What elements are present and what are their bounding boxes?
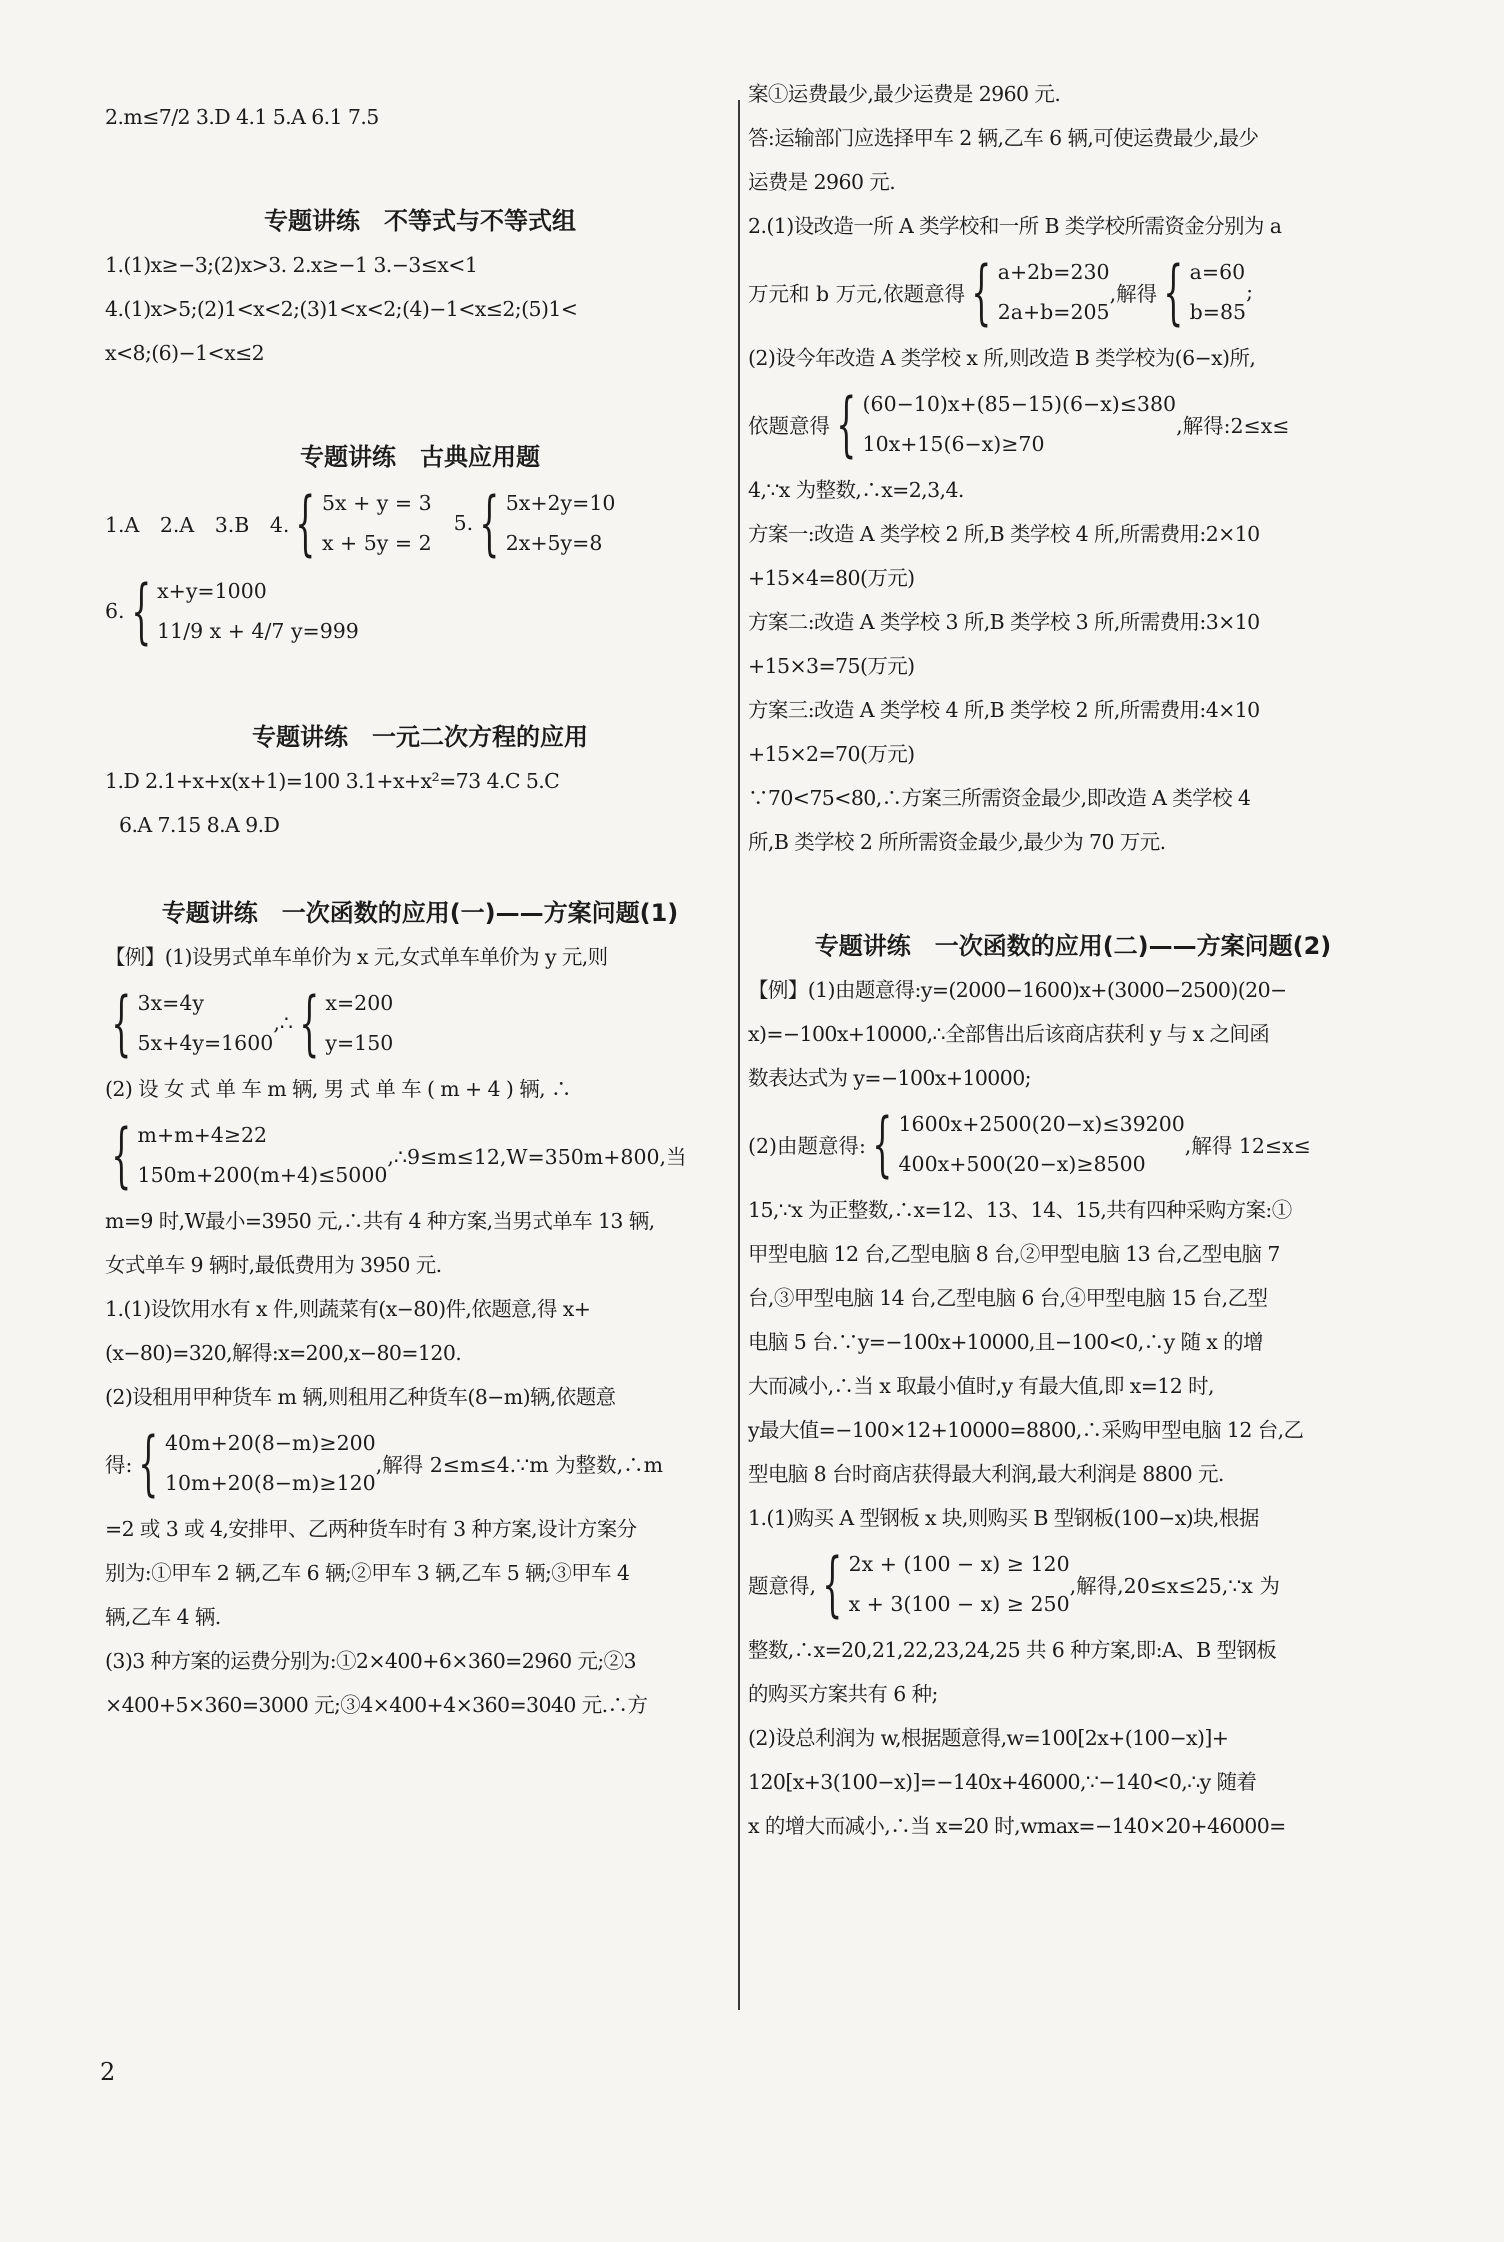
equation: (60−10)x+(85−15)(6−x)≤380 — [862, 392, 1177, 416]
answer-text: ,解得 2≤m≤4.∵m 为整数,∴m — [375, 1453, 664, 1477]
section-title: 专题讲练 不等式与不等式组 — [264, 207, 576, 235]
answer-line — [748, 380, 1398, 468]
section-title: 专题讲练 古典应用题 — [300, 443, 540, 471]
column-divider — [738, 100, 740, 2010]
answer-text: 得: — [105, 1453, 133, 1477]
answer-line: 1.(1)x≥−3;(2)x>3. 2.x≥−1 3.−3≤x<1 — [105, 253, 478, 277]
equation: x+y=1000 — [157, 579, 267, 603]
left-column — [105, 95, 735, 1727]
equation: x=200 — [325, 991, 394, 1015]
answer-text: 1.A 2.A 3.B 4. — [105, 513, 290, 537]
equation: 40m+20(8−m)≥200 — [164, 1431, 376, 1455]
equation-system: { a+2b=230 2a+b=205 — [971, 251, 1110, 333]
answer-text: ,解得 — [1109, 282, 1158, 306]
equation: 2x+5y=8 — [505, 531, 603, 555]
answer-line: m=9 时,W最小=3950 元,∴共有 4 种方案,当男式单车 13 辆, — [105, 1209, 655, 1233]
answer-text: ; — [1246, 280, 1253, 304]
answer-line: y最大值=−100×12+10000=8800,∴采购甲型电脑 12 台,乙 — [748, 1418, 1304, 1442]
section-title: 专题讲练 一次函数的应用(一)——方案问题(1) — [161, 899, 679, 927]
answer-line: (3)3 种方案的运费分别为:①2×400+6×360=2960 元;②3 — [105, 1649, 636, 1673]
equation: 5x+4y=1600 — [137, 1031, 274, 1055]
answer-line: (2)设总利润为 w,根据题意得,w=100[2x+(100−x)]+ — [748, 1726, 1229, 1750]
answer-line: 120[x+3(100−x)]=−140x+46000,∵−140<0,∴y 随着 — [748, 1770, 1257, 1794]
answer-line — [105, 979, 735, 1067]
answer-line: 4,∵x 为整数,∴x=2,3,4. — [748, 478, 964, 502]
equation-system: { a=60 b=85 — [1163, 251, 1247, 333]
answer-line — [105, 567, 735, 655]
answer-line — [748, 1540, 1398, 1628]
equation: 2x + (100 − x) ≥ 120 — [848, 1552, 1070, 1576]
answer-line: 数表达式为 y=−100x+10000; — [748, 1066, 1031, 1090]
answer-text: 题意得, — [748, 1574, 817, 1598]
answer-line: =2 或 3 或 4,安排甲、乙两种货车时有 3 种方案,设计方案分 — [105, 1517, 637, 1541]
equation-system: { 5x+2y=10 2x+5y=8 — [479, 482, 616, 564]
equation: x + 5y = 2 — [321, 531, 432, 555]
answer-text: 万元和 b 万元,依题意得 — [748, 282, 966, 306]
answer-line: 型电脑 8 台时商店获得最大利润,最大利润是 8800 元. — [748, 1462, 1224, 1486]
equation: 1600x+2500(20−x)≤39200 — [898, 1112, 1185, 1136]
equation: a+2b=230 — [997, 260, 1110, 284]
equation: 2a+b=205 — [997, 300, 1110, 324]
answer-line: 2.(1)设改造一所 A 类学校和一所 B 类学校所需资金分别为 a — [748, 214, 1282, 238]
answer-line: ×400+5×360=3000 元;③4×400+4×360=3040 元.∴方 — [105, 1693, 648, 1717]
answer-line — [105, 1419, 735, 1507]
equation: b=85 — [1189, 300, 1247, 324]
answer-text: ,解得 12≤x≤ — [1184, 1134, 1311, 1158]
answer-line: ∵70<75<80,∴方案三所需资金最少,即改造 A 类学校 4 — [748, 786, 1251, 810]
answer-line: 1.(1)购买 A 型钢板 x 块,则购买 B 型钢板(100−x)块,根据 — [748, 1506, 1259, 1530]
equation: 11/9 x + 4/7 y=999 — [157, 619, 359, 643]
answer-text: ,解得:2≤x≤ — [1176, 414, 1290, 438]
equation: 3x=4y — [137, 991, 204, 1015]
equation-system: { 3x=4y 5x+4y=1600 — [111, 982, 274, 1064]
answer-text: ,∴ — [273, 1011, 293, 1035]
answer-line: 【例】(1)由题意得:y=(2000−1600)x+(3000−2500)(20− — [748, 978, 1287, 1002]
page-number: 2 — [100, 2058, 116, 2086]
answer-line: 方案三:改造 A 类学校 4 所,B 类学校 2 所,所需费用:4×10 — [748, 698, 1260, 722]
equation: m+m+4≥22 — [137, 1123, 268, 1147]
equation-system: { x=200 y=150 — [299, 982, 394, 1064]
equation: a=60 — [1189, 260, 1246, 284]
answer-line: 方案一:改造 A 类学校 2 所,B 类学校 4 所,所需费用:2×10 — [748, 522, 1260, 546]
answer-line: 6.A 7.15 8.A 9.D — [119, 813, 280, 837]
answer-text: ,解得,20≤x≤25,∵x 为 — [1069, 1574, 1280, 1598]
answer-line: 电脑 5 台.∵y=−100x+10000,且−100<0,∴y 随 x 的增 — [748, 1330, 1263, 1354]
answer-line: (2)设今年改造 A 类学校 x 所,则改造 B 类学校为(6−x)所, — [748, 346, 1256, 370]
answer-line: 【例】(1)设男式单车单价为 x 元,女式单车单价为 y 元,则 — [105, 945, 608, 969]
equation: 400x+500(20−x)≥8500 — [898, 1152, 1146, 1176]
equation: 10x+15(6−x)≥70 — [862, 432, 1045, 456]
answer-line — [748, 1100, 1398, 1188]
answer-line: 1.D 2.1+x+x(x+1)=100 3.1+x+x²=73 4.C 5.C — [105, 769, 560, 793]
answer-line: 2.m≤7/2 3.D 4.1 5.A 6.1 7.5 — [105, 105, 379, 129]
section-title: 专题讲练 一次函数的应用(二)——方案问题(2) — [814, 932, 1332, 960]
equation: 5x+2y=10 — [505, 491, 616, 515]
answer-text: ,∴9≤m≤12,W=350m+800,当 — [387, 1145, 687, 1169]
answer-line: 方案二:改造 A 类学校 3 所,B 类学校 3 所,所需费用:3×10 — [748, 610, 1260, 634]
answer-text: 依题意得 — [748, 414, 830, 438]
answer-line: 大而减小,∴当 x 取最小值时,y 有最大值,即 x=12 时, — [748, 1374, 1214, 1398]
answer-line: 答:运输部门应选择甲车 2 辆,乙车 6 辆,可使运费最少,最少 — [748, 126, 1259, 150]
answer-line: (2) 设 女 式 单 车 m 辆, 男 式 单 车 ( m + 4 ) 辆, ∴ — [105, 1077, 571, 1101]
equation: 150m+200(m+4)≤5000 — [137, 1163, 388, 1187]
equation: 5x + y = 3 — [321, 491, 432, 515]
answer-text: 5. — [453, 511, 474, 535]
equation-system: { x+y=1000 11/9 x + 4/7 y=999 — [130, 570, 359, 652]
answer-line: 辆,乙车 4 辆. — [105, 1605, 221, 1629]
answer-text: (2)由题意得: — [748, 1134, 866, 1158]
answer-line: 别为:①甲车 2 辆,乙车 6 辆;②甲车 3 辆,乙车 5 辆;③甲车 4 — [105, 1561, 630, 1585]
equation: x + 3(100 − x) ≥ 250 — [848, 1592, 1070, 1616]
answer-line — [105, 479, 735, 567]
answer-line: 运费是 2960 元. — [748, 170, 896, 194]
answer-line: (x−80)=320,解得:x=200,x−80=120. — [105, 1341, 462, 1365]
equation-system: { 1600x+2500(20−x)≤39200 400x+500(20−x)≥8500 — [872, 1103, 1185, 1185]
answer-line: x<8;(6)−1<x≤2 — [105, 341, 265, 365]
answer-line — [748, 248, 1398, 336]
equation-system: { (60−10)x+(85−15)(6−x)≤380 10x+15(6−x)≥70 — [836, 383, 1177, 465]
equation-system: { 2x + (100 − x) ≥ 120 x + 3(100 − x) ≥ 250 — [822, 1543, 1070, 1625]
answer-line: 案①运费最少,最少运费是 2960 元. — [748, 82, 1061, 106]
answer-line: 4.(1)x>5;(2)1<x<2;(3)1<x<2;(4)−1<x≤2;(5)1< — [105, 297, 578, 321]
answer-line — [105, 1111, 735, 1199]
answer-line: x 的增大而减小,∴当 x=20 时,wmax=−140×20+46000= — [748, 1814, 1286, 1838]
answer-text: 6. — [105, 599, 125, 623]
equation-system: { 40m+20(8−m)≥200 10m+20(8−m)≥120 — [138, 1422, 376, 1504]
answer-line: 台,③甲型电脑 14 台,乙型电脑 6 台,④甲型电脑 15 台,乙型 — [748, 1286, 1268, 1310]
answer-line: 的购买方案共有 6 种; — [748, 1682, 938, 1706]
right-column — [748, 72, 1398, 1848]
equation-system: { m+m+4≥22 150m+200(m+4)≤5000 — [111, 1114, 388, 1196]
answer-line: 所,B 类学校 2 所所需资金最少,最少为 70 万元. — [748, 830, 1166, 854]
answer-line: 1.(1)设饮用水有 x 件,则蔬菜有(x−80)件,依题意,得 x+ — [105, 1297, 591, 1321]
answer-line: x)=−100x+10000,∴全部售出后该商店获利 y 与 x 之间函 — [748, 1022, 1270, 1046]
equation: 10m+20(8−m)≥120 — [164, 1471, 376, 1495]
answer-line: +15×3=75(万元) — [748, 654, 915, 678]
answer-line: (2)设租用甲种货车 m 辆,则租用乙种货车(8−m)辆,依题意 — [105, 1385, 616, 1409]
answer-line: 女式单车 9 辆时,最低费用为 3950 元. — [105, 1253, 442, 1277]
answer-line: 甲型电脑 12 台,乙型电脑 8 台,②甲型电脑 13 台,乙型电脑 7 — [748, 1242, 1280, 1266]
equation: y=150 — [325, 1031, 394, 1055]
equation-system: { 5x + y = 3 x + 5y = 2 — [295, 482, 432, 564]
answer-line: +15×2=70(万元) — [748, 742, 915, 766]
answer-line: +15×4=80(万元) — [748, 566, 915, 590]
answer-line: 整数,∴x=20,21,22,23,24,25 共 6 种方案,即:A、B 型钢板 — [748, 1638, 1277, 1662]
section-title: 专题讲练 一元二次方程的应用 — [252, 723, 588, 751]
answer-line: 15,∵x 为正整数,∴x=12、13、14、15,共有四种采购方案:① — [748, 1198, 1292, 1222]
